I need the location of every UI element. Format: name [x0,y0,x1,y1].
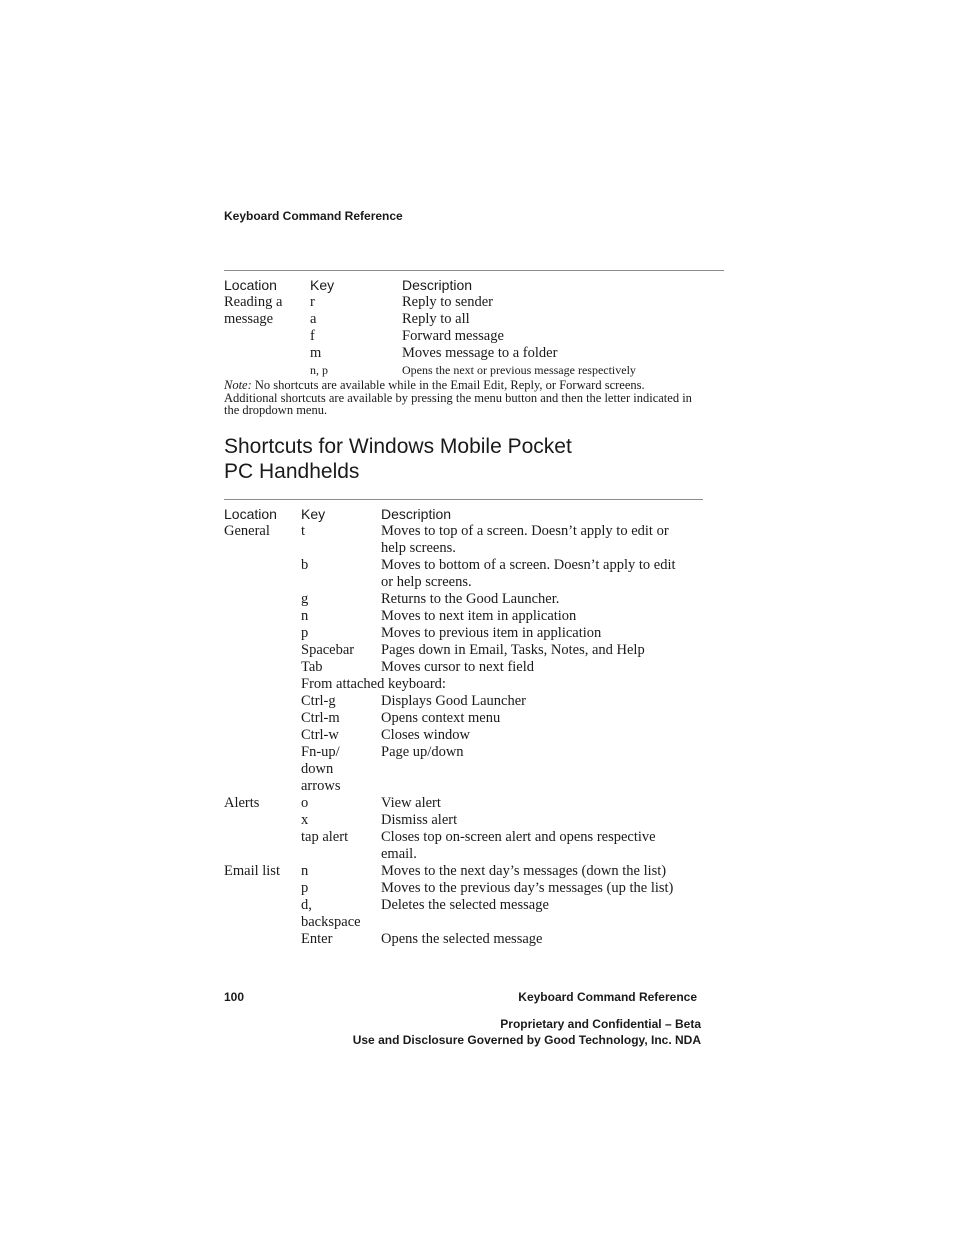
cell-key: tap alert [301,829,349,845]
cell-key: backspace [301,914,361,930]
table-row [224,812,703,829]
cell-description: Displays Good Launcher [381,693,526,709]
cell-description: Moves to the next day’s messages (down the list) [381,863,667,879]
note-label: Note: [224,378,252,392]
cell-key: p [301,625,309,641]
table-row [224,574,703,591]
header-key: Key [301,506,326,522]
table-header-row [224,506,703,523]
section-title-line-1: Shortcuts for Windows Mobile Pocket [224,435,572,458]
table-row [224,311,724,328]
cell-description: Closes top on-screen alert and opens respective [381,829,656,845]
cell-location: message [224,311,274,327]
table-row [224,710,703,727]
cell-description: View alert [381,795,441,811]
cell-key: r [310,294,315,310]
cell-description: Moves to bottom of a screen. Doesn’t apply to edit [381,557,676,573]
cell-key: f [310,328,315,344]
reading-message-shortcuts-table [224,270,724,379]
running-header: Keyboard Command Reference [224,209,403,223]
table-row [224,294,724,311]
header-description: Description [402,277,473,293]
table-row [224,931,703,948]
cell-key: Ctrl-m [301,710,340,726]
cell-key: n [301,863,309,879]
confidentiality-line-1: Proprietary and Confidential – Beta [500,1017,701,1031]
cell-description: email. [381,846,417,862]
table-row [224,829,703,846]
cell-description: Deletes the selected message [381,897,549,913]
cell-description: Dismiss alert [381,812,458,828]
cell-description: Moves to top of a screen. Doesn’t apply to edit or [381,523,669,539]
header-location: Location [224,277,277,293]
cell-key: n, p [310,363,328,377]
cell-key: m [310,345,322,361]
table-row [224,591,703,608]
table-row [224,540,703,557]
cell-key: p [301,880,309,896]
cell-description: Returns to the Good Launcher. [381,591,560,607]
header-location: Location [224,506,277,522]
table-header-row [224,277,724,294]
cell-key: arrows [301,778,341,794]
header-description: Description [381,506,452,522]
table-row [224,608,703,625]
cell-description: Moves to next item in application [381,608,577,624]
cell-key: Enter [301,931,333,947]
cell-description: Opens the selected message [381,931,543,947]
cell-description: Reply to sender [402,294,494,310]
confidentiality-notice [353,1016,701,1048]
cell-description: Closes window [381,727,471,743]
table-top-rule [224,499,703,500]
cell-key: Spacebar [301,642,355,658]
cell-description: Reply to all [402,311,470,327]
cell-key: g [301,591,309,607]
cell-key: down [301,761,334,777]
cell-description: Pages down in Email, Tasks, Notes, and Help [381,642,645,658]
footer-title: Keyboard Command Reference [518,990,697,1004]
cell-description: Moves to previous item in application [381,625,602,641]
cell-description: Moves cursor to next field [381,659,535,675]
cell-description: Opens the next or previous message respectively [402,363,636,377]
table-row [224,761,703,778]
cell-description: or help screens. [381,574,472,590]
cell-key: Fn-up/ [301,744,340,760]
table-row [224,795,703,812]
table-row [224,625,703,642]
cell-description: Forward message [402,328,504,344]
section-title-line-2: PC Handhelds [224,460,360,483]
table-row [224,362,724,379]
cell-key: t [301,523,306,539]
cell-key: Ctrl-w [301,727,339,743]
table-row [224,727,703,744]
header-key: Key [310,277,335,293]
table-row [224,659,703,676]
page-number: 100 [224,990,245,1004]
table-row [224,557,703,574]
table-row [224,778,703,795]
note-text: No shortcuts are available while in the Email Edit, Reply, or Forward screens. Additional shortcuts are available by pressing the menu button and then the letter indicated in the dropdown menu. [224,378,692,417]
cell-description: Page up/down [381,744,464,760]
table-row [224,523,703,540]
cell-key: a [310,311,317,327]
table-row [224,863,703,880]
cell-description: Moves message to a folder [402,345,558,361]
confidentiality-line-2: Use and Disclosure Governed by Good Technology, Inc. NDA [352,1033,701,1047]
cell-key: b [301,557,309,573]
section-title [224,434,572,484]
cell-description: Opens context menu [381,710,501,726]
cell-key: d, [301,897,312,913]
table-row [224,345,724,362]
cell-location: General [224,523,270,539]
table-top-rule [224,270,724,271]
cell-key: o [301,795,309,811]
pocket-pc-shortcuts-table [224,499,703,948]
cell-description: Moves to the previous day’s messages (up the list) [381,880,674,896]
cell-location: Email list [224,863,280,879]
cell-key: n [301,608,309,624]
table-row [224,846,703,863]
table-row [224,328,724,345]
cell-key: From attached keyboard: [301,676,446,692]
cell-key: Tab [301,659,323,675]
table-row [224,897,703,914]
table-row [224,744,703,761]
table-row [224,693,703,710]
cell-key: Ctrl-g [301,693,336,709]
cell-key: x [301,812,309,828]
table-note [224,379,694,417]
cell-location: Reading a [224,294,283,310]
cell-description: help screens. [381,540,456,556]
table-row [224,914,703,931]
table-row [224,676,703,693]
table-row [224,880,703,897]
cell-location: Alerts [224,795,260,811]
table-row [224,642,703,659]
